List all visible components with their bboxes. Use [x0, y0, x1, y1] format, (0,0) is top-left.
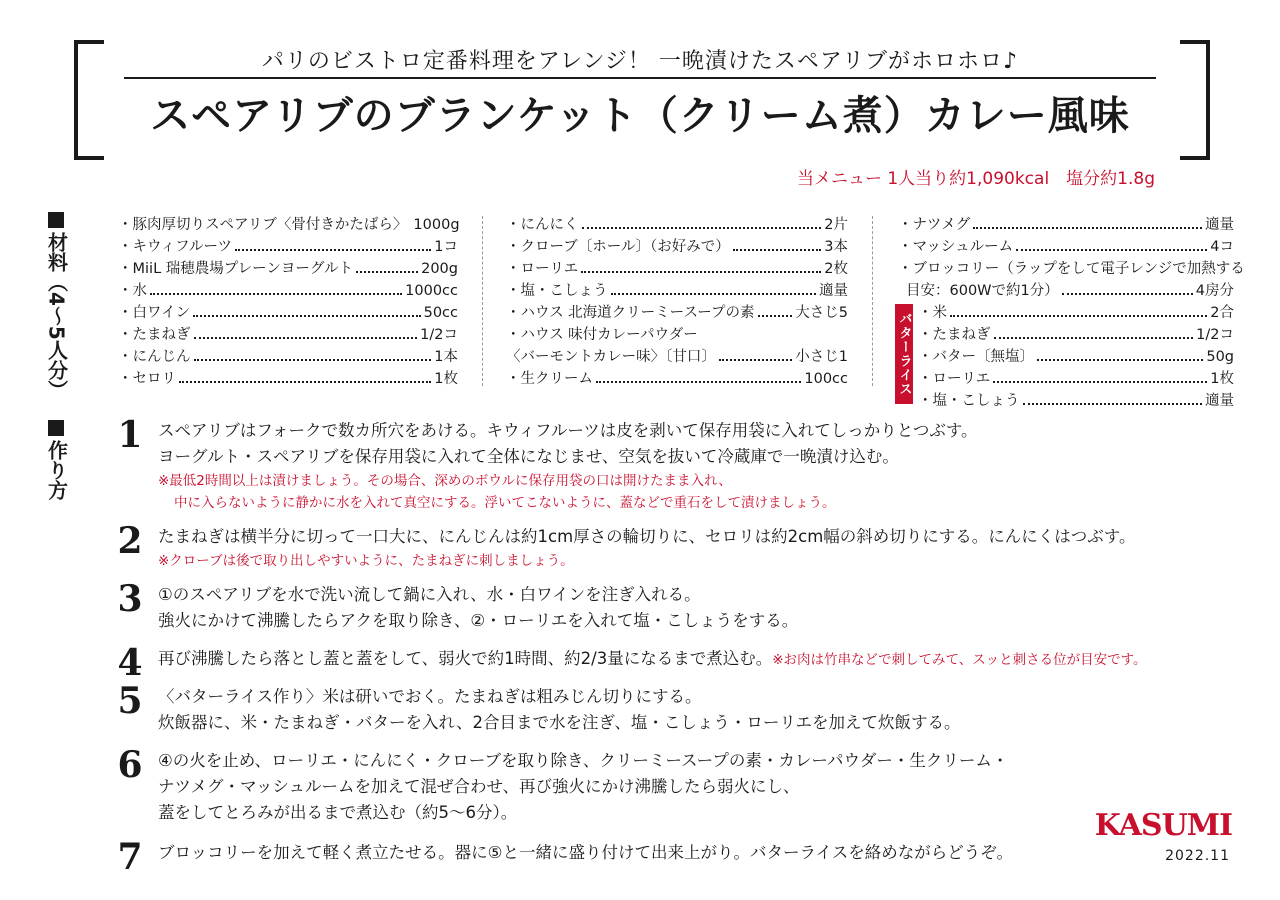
- step-text: ①のスペアリブを水で洗い流して鍋に入れ、水・白ワインを注ぎ入れる。: [158, 585, 701, 604]
- recipe-subtitle: パリのビストロ定番料理をアレンジ！ 一晩漬けたスペアリブがホロホロ♪: [261, 49, 1019, 74]
- step-number: 2: [117, 520, 143, 562]
- ingredient-row: ・にんにく 2片: [506, 214, 848, 236]
- nutrition-info: 当メニュー 1人当り約1,090kcal 塩分約1.8g: [796, 169, 1155, 189]
- ingredient-row: ・塩・こしょう 適量: [918, 390, 1234, 412]
- ingredient-row-broccoli-line1: ・ブロッコリー（ラップをして電子レンジで加熱する: [898, 261, 1245, 277]
- header-rule: [124, 77, 1156, 79]
- step-text: 再び沸騰したら落とし蓋と蓋をして、弱火で約1時間、約2/3量になるまで煮込む。: [158, 649, 773, 668]
- step-text: ナツメグ・マッシュルームを加えて混ぜ合わせ、再び強火にかけ沸騰したら弱火にし、: [158, 777, 800, 796]
- step-note: 中に入らないように静かに水を入れて真空にする。浮いてこないように、蓋などで重石をして漬けましょう。: [174, 495, 836, 511]
- ingredient-row: ・マッシュルーム 4コ: [898, 236, 1234, 258]
- ingredient-row-curry-line1: ・ハウス 味付カレーパウダー: [506, 327, 698, 343]
- ingredient-row-curry: 〈バーモントカレー味〉〔甘口〕 小さじ1: [506, 346, 848, 368]
- ingredients-column-1: [118, 214, 458, 390]
- ingredient-row: ・たまねぎ 1/2コ: [118, 324, 458, 346]
- ingredient-row: ・MiiL 瑞穂農場プレーンヨーグルト 200g: [118, 258, 458, 280]
- ingredient-row: ・塩・こしょう 適量: [506, 280, 848, 302]
- butter-rice-ingredients: [918, 302, 1234, 412]
- ingredient-row: ・セロリ 1枚: [118, 368, 458, 390]
- step-text: スペアリブはフォークで数カ所穴をあける。キウィフルーツは皮を剥いて保存用袋に入れてしっかりとつぶす。: [158, 421, 978, 440]
- ingredient-row: ・ハウス 北海道クリーミースープの素 大さじ5: [506, 302, 848, 324]
- ingredient-row: ・ナツメグ 適量: [898, 214, 1234, 236]
- ingredient-row: ・ローリエ 1枚: [918, 368, 1234, 390]
- ingredient-row: ・にんじん 1本: [118, 346, 458, 368]
- ingredient-row: ・クローブ〔ホール〕（お好みで） 3本: [506, 236, 848, 258]
- step-note: ※クローブは後で取り出しやすいように、たまねぎに刺しましょう。: [158, 553, 574, 569]
- issue-date: 2022.11: [1165, 848, 1230, 864]
- method-label: 作り方: [40, 420, 72, 505]
- column-divider: [872, 216, 873, 386]
- square-bullet-icon: [48, 420, 64, 436]
- step-number: 5: [117, 680, 143, 722]
- step-number: 7: [117, 836, 143, 878]
- kasumi-logo: KASUMI: [1094, 808, 1232, 843]
- ingredient-row: ・キウィフルーツ 1コ: [118, 236, 458, 258]
- ingredients-column-2: [506, 214, 848, 390]
- ingredient-row: ・豚肉厚切りスペアリブ〈骨付きかたばら〉 1000g: [118, 217, 460, 233]
- ingredient-row: ・生クリーム 100cc: [506, 368, 848, 390]
- step-text: 〈バターライス作り〉米は研いでおく。たまねぎは粗みじん切りにする。: [158, 687, 702, 706]
- step-text: ヨーグルト・スペアリブを保存用袋に入れて全体になじませ、空気を抜いて冷蔵庫で一晩漬け込む。: [158, 447, 899, 466]
- step-number: 6: [117, 744, 143, 786]
- ingredients-label: 材料（4〜5人分）: [40, 212, 72, 405]
- column-divider: [482, 216, 483, 386]
- right-bracket: [1180, 40, 1210, 160]
- step-text: 蓋をしてとろみが出るまで煮込む（約5〜6分）。: [158, 803, 518, 822]
- ingredients-column-3: [898, 214, 1245, 302]
- step-text: ④の火を止め、ローリエ・にんにく・クローブを取り除き、クリーミースープの素・カレーパウダー・生クリーム・: [158, 751, 1009, 770]
- step-number: 3: [117, 578, 143, 620]
- ingredient-row: ・バター〔無塩〕 50g: [918, 346, 1234, 368]
- step-number: 1: [117, 414, 143, 456]
- step-text: 強火にかけて沸騰したらアクを取り除き、②・ローリエを入れて塩・こしょうをする。: [158, 611, 799, 630]
- step-note: ※お肉は竹串などで刺してみて、スッと刺さる位が目安です。: [772, 652, 1147, 668]
- left-bracket: [74, 40, 104, 160]
- square-bullet-icon: [48, 212, 64, 228]
- step-text: たまねぎは横半分に切って一口大に、にんじんは約1cm厚さの輪切りに、セロリは約2cm幅の斜め切りにする。にんにくはつぶす。: [158, 527, 1136, 546]
- step-number: 4: [117, 642, 143, 684]
- ingredient-row: ・たまねぎ 1/2コ: [918, 324, 1234, 346]
- ingredient-row: ・ローリエ 2枚: [506, 258, 848, 280]
- ingredient-row: ・白ワイン 50cc: [118, 302, 458, 324]
- step-text: 炊飯器に、米・たまねぎ・バターを入れ、2合目まで水を注ぎ、塩・こしょう・ローリエを加えて炊飯する。: [158, 713, 961, 732]
- ingredient-row: ・水 1000cc: [118, 280, 458, 302]
- ingredient-row-broccoli: 目安：600Wで約1分） 4房分: [898, 280, 1234, 302]
- step-text: ブロッコリーを加えて軽く煮立たせる。器に⑤と一緒に盛り付けて出来上がり。バターライスを絡めながらどうぞ。: [158, 843, 1013, 862]
- recipe-title: スペアリブのブランケット（クリーム煮）カレー風味: [150, 92, 1130, 139]
- butter-rice-tag: バターライス: [895, 304, 913, 404]
- ingredient-row: ・米 2合: [918, 302, 1234, 324]
- step-note: ※最低2時間以上は漬けましょう。その場合、深めのボウルに保存用袋の口は開けたまま入れ、: [158, 473, 732, 489]
